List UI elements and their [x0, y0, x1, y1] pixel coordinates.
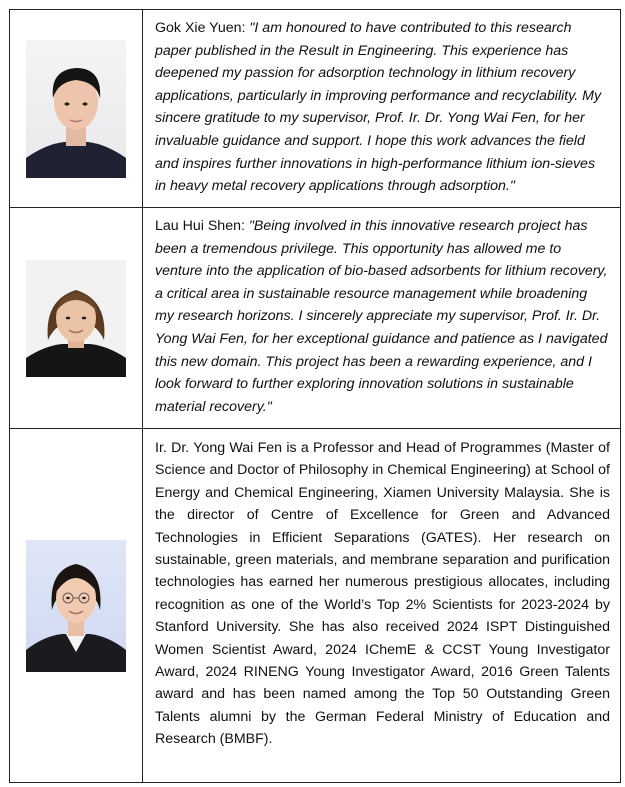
- photo-cell: [10, 429, 143, 782]
- table-row: [9, 9, 621, 208]
- photo-cell: [10, 10, 143, 207]
- profile-text: [143, 10, 620, 207]
- portrait-photo-yong-wai-fen: [26, 540, 126, 672]
- testimonial-quote: "Being involved in this innovative research project has been a tremendous privilege. This opportunity has allowed me to venture into the application of bio-based adsorbents for lithium recovery, a critical area in sustainable resource management while broadening my research horizons. I sincerely appreciate my supervisor, Prof. Ir. Dr. Yong Wai Fen, for her exceptional guidance and patience as I navigated this new domain. This project has been a rewarding experience, and I look forward to further exploring innovation solutions in sustainable material recovery.": [155, 218, 608, 415]
- testimonial-quote: "I am honoured to have contributed to this research paper published in the Result in Engineering. This experience has deepened my passion for adsorption technology in lithium recovery applications, particularly in improving performance and recyclability. My sincere gratitude to my supervisor, Prof. Ir. Dr. Yong Wai Fen, for her invaluable guidance and support. I hope this work advances the field and inspires further innovations in high-performance lithium ion-sieves in heavy metal recovery applications through adsorption.": [155, 20, 602, 195]
- table-row: [9, 208, 621, 429]
- profile-text: [143, 208, 620, 428]
- photo-cell: [10, 208, 143, 428]
- person-name: Lau Hui Shen:: [155, 218, 249, 234]
- person-name: Gok Xie Yuen:: [155, 20, 250, 36]
- biography-text: Ir. Dr. Yong Wai Fen is a Professor and Head of Programmes (Master of Science and Doctor of Philosophy in Chemical Engineering) at School of Energy and Chemical Engineering, Xiamen University Malaysia. She is the director of Centre of Excellence for Green and Advanced Technologies in Efficient Separations (GATES). Her research on sustainable, green materials, and membrane separation and purification technologies has earned her numerous prestigious allocates, including recognition as one of the World’s Top 2% Scientists for 2023-2024 by Stanford University. She has also received 2024 ISPT Distinguished Women Scientist Award, 2024 IChemE & CCST Young Investigator Award, 2024 RINENG Young Investigator Award, 2016 Green Talents award and has been named among the Top 50 Outstanding Green Talents alumni by the German Federal Ministry of Education and Research (BMBF).: [155, 440, 610, 748]
- portrait-photo-lau-hui-shen: [26, 260, 126, 377]
- profile-text: [143, 429, 620, 782]
- table-row: [9, 429, 621, 783]
- portrait-photo-gok-xie-yuen: [26, 40, 126, 178]
- profiles-table: [9, 9, 621, 783]
